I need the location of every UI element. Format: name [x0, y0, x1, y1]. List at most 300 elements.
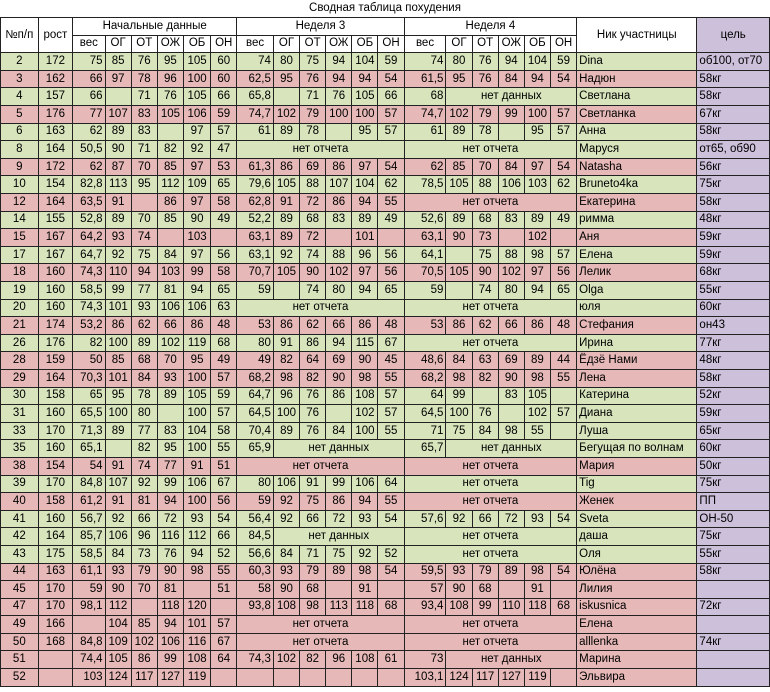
measure-cell: 68 — [472, 211, 498, 229]
measure-cell: 94 — [498, 53, 524, 71]
goal-cell: 59кг — [697, 405, 770, 423]
goal-cell: об100, от70 — [697, 53, 770, 71]
measure-cell: 119 — [183, 669, 210, 687]
table-row — [1, 123, 770, 141]
table-row — [1, 563, 770, 581]
measure-cell: 59,5 — [404, 563, 446, 581]
measure-cell: 90 — [273, 581, 299, 599]
measure-cell: 93 — [183, 510, 210, 528]
measure-cell: 76 — [300, 405, 326, 423]
measure-cell: 95 — [352, 123, 378, 141]
measure-cell: 71 — [300, 545, 326, 563]
measure-cell: 98,1 — [73, 598, 105, 616]
measure-cell: 86 — [183, 317, 210, 335]
participant-nick: римма — [577, 211, 697, 229]
table-row — [1, 70, 770, 88]
measure-cell: 84 — [131, 369, 157, 387]
goal-cell: 50кг — [697, 457, 770, 475]
participant-nick: Екатерина — [577, 194, 697, 212]
measure-cell: 54 — [73, 457, 105, 475]
measure-cell: 94 — [326, 70, 352, 88]
measure-cell: 70 — [131, 158, 157, 176]
measure-cell: 97 — [183, 246, 210, 264]
table-row — [1, 440, 770, 458]
measure-cell: 57 — [404, 581, 446, 599]
measure-cell: 80 — [131, 405, 157, 423]
measure-cell: 49 — [211, 211, 237, 229]
measure-cell — [378, 581, 404, 599]
measure-cell: 86 — [105, 317, 131, 335]
measure-cell: 54 — [551, 510, 577, 528]
measure-cell: 55 — [378, 493, 404, 511]
row-num: 12 — [1, 194, 39, 212]
row-height — [38, 651, 73, 669]
measure-cell: 92 — [273, 246, 299, 264]
row-height: 160 — [38, 510, 73, 528]
header-goal: цель — [697, 18, 770, 53]
goal-cell: 67кг — [697, 106, 770, 124]
measure-cell: 99 — [446, 387, 472, 405]
measure-cell: 75 — [300, 493, 326, 511]
measure-cell: 84,8 — [73, 475, 105, 493]
row-num: 26 — [1, 334, 39, 352]
header-measure: ОН — [211, 35, 237, 53]
measure-cell: 55 — [551, 369, 577, 387]
measure-cell: 124 — [446, 669, 472, 687]
measure-cell: 95 — [105, 387, 131, 405]
measure-cell: 73 — [472, 229, 498, 247]
measure-cell: 89 — [326, 563, 352, 581]
measure-cell — [211, 669, 237, 687]
participant-nick: Анна — [577, 123, 697, 141]
goal-cell: 52кг — [697, 387, 770, 405]
measure-cell: 106 — [352, 475, 378, 493]
measure-cell: 94 — [183, 545, 210, 563]
measure-cell: 61,5 — [404, 70, 446, 88]
measure-cell: 89 — [498, 563, 524, 581]
measure-cell: 100 — [183, 440, 210, 458]
measure-cell: 101 — [105, 299, 131, 317]
goal-cell: 77кг — [697, 334, 770, 352]
measure-cell: 98 — [524, 369, 550, 387]
measure-cell — [73, 616, 105, 634]
measure-cell: 64,1 — [404, 246, 446, 264]
measure-cell: 93 — [524, 510, 550, 528]
measure-cell: 52 — [211, 545, 237, 563]
table-row — [1, 211, 770, 229]
measure-cell: 100 — [326, 106, 352, 124]
measure-cell: 75 — [300, 53, 326, 71]
measure-cell: 49 — [211, 352, 237, 370]
measure-cell: 104 — [352, 176, 378, 194]
status-note: нет отчета — [404, 475, 577, 493]
measure-cell: 109 — [183, 176, 210, 194]
measure-cell — [157, 229, 183, 247]
measure-cell: 62,5 — [237, 70, 274, 88]
measure-cell: 92 — [446, 510, 472, 528]
measure-cell: 86 — [446, 317, 472, 335]
measure-cell: 57 — [211, 123, 237, 141]
measure-cell: 94 — [326, 334, 352, 352]
measure-cell — [446, 282, 472, 300]
row-height: 170 — [38, 422, 73, 440]
measure-cell: 103 — [157, 264, 183, 282]
measure-cell: 47 — [211, 141, 237, 159]
measure-cell: 82 — [300, 651, 326, 669]
measure-cell: 93 — [446, 563, 472, 581]
participant-nick: юля — [577, 299, 697, 317]
row-num: 35 — [1, 440, 39, 458]
measure-cell: 85 — [105, 53, 131, 71]
measure-cell: 100 — [183, 405, 210, 423]
header-measure: вес — [237, 35, 274, 53]
measure-cell: 70 — [131, 211, 157, 229]
measure-cell: 54 — [551, 158, 577, 176]
measure-cell: 90 — [105, 581, 131, 599]
goal-cell: 75кг — [697, 475, 770, 493]
measure-cell: 96 — [326, 651, 352, 669]
status-note: нет данных — [273, 528, 404, 546]
measure-cell: 105 — [183, 53, 210, 71]
header-measure: ОН — [378, 35, 404, 53]
measure-cell: 50,5 — [73, 141, 105, 159]
measure-cell: 62 — [472, 317, 498, 335]
measure-cell: 64 — [211, 651, 237, 669]
row-height: 157 — [38, 88, 73, 106]
row-num: 29 — [1, 369, 39, 387]
row-num: 45 — [1, 581, 39, 599]
measure-cell: 83 — [498, 387, 524, 405]
measure-cell: 89 — [352, 211, 378, 229]
measure-cell: 57 — [551, 246, 577, 264]
participant-nick: Sveta — [577, 510, 697, 528]
measure-cell: 56,6 — [237, 545, 274, 563]
measure-cell: 116 — [157, 528, 183, 546]
measure-cell — [131, 598, 157, 616]
measure-cell: 102 — [157, 334, 183, 352]
table-row — [1, 616, 770, 634]
measure-cell: 83 — [326, 211, 352, 229]
measure-cell: 48,6 — [404, 352, 446, 370]
measure-cell: 74 — [404, 53, 446, 71]
measure-cell — [551, 422, 577, 440]
measure-cell: 109 — [105, 633, 131, 651]
measure-cell: 81 — [131, 493, 157, 511]
measure-cell: 100 — [183, 369, 210, 387]
measure-cell: 61 — [237, 123, 274, 141]
measure-cell: 74 — [300, 246, 326, 264]
measure-cell: 60,3 — [237, 563, 274, 581]
measure-cell: 79 — [300, 106, 326, 124]
measure-cell: 92 — [183, 141, 210, 159]
measure-cell: 100 — [273, 405, 299, 423]
measure-cell: 68 — [300, 211, 326, 229]
goal-cell: 58кг — [697, 194, 770, 212]
measure-cell: 102 — [352, 405, 378, 423]
measure-cell: 67 — [378, 334, 404, 352]
measure-cell: 69 — [300, 158, 326, 176]
measure-cell: 65 — [211, 282, 237, 300]
measure-cell: 54 — [378, 70, 404, 88]
participant-nick: Лилия — [577, 581, 697, 599]
measure-cell: 92 — [105, 246, 131, 264]
measure-cell: 91 — [524, 581, 550, 599]
table-row — [1, 387, 770, 405]
measure-cell: 63,5 — [73, 194, 105, 212]
measure-cell: 76 — [300, 387, 326, 405]
measure-cell: 81 — [157, 282, 183, 300]
measure-cell: 97 — [352, 158, 378, 176]
measure-cell: 80 — [326, 282, 352, 300]
measure-cell: 62 — [73, 158, 105, 176]
goal-cell — [697, 669, 770, 687]
measure-cell: 112 — [183, 528, 210, 546]
measure-cell: 92 — [105, 510, 131, 528]
measure-cell: 94 — [524, 70, 550, 88]
measure-cell: 91 — [300, 475, 326, 493]
participant-nick: Марина — [577, 651, 697, 669]
measure-cell: 79 — [300, 563, 326, 581]
weight-cell: 73 — [404, 651, 446, 669]
measure-cell: 76 — [326, 88, 352, 106]
measure-cell: 57 — [551, 106, 577, 124]
measure-cell: 105 — [446, 264, 472, 282]
measure-cell: 76 — [472, 405, 498, 423]
measure-cell: 70,7 — [237, 264, 274, 282]
measure-cell: 107 — [105, 106, 131, 124]
measure-cell: 80 — [273, 53, 299, 71]
measure-cell: 104 — [105, 616, 131, 634]
measure-cell: 112 — [157, 176, 183, 194]
measure-cell: 99 — [472, 598, 498, 616]
measure-cell: 103,1 — [404, 669, 446, 687]
measure-cell: 59 — [237, 282, 274, 300]
goal-cell: 59кг — [697, 229, 770, 247]
row-num: 5 — [1, 106, 39, 124]
measure-cell: 70,5 — [404, 264, 446, 282]
measure-cell: 95 — [157, 440, 183, 458]
goal-cell: от65, об90 — [697, 141, 770, 159]
measure-cell: 120 — [183, 598, 210, 616]
measure-cell: 66 — [73, 88, 105, 106]
measure-cell: 64,5 — [237, 405, 274, 423]
goal-cell: 65кг — [697, 422, 770, 440]
measure-cell: 82,8 — [73, 176, 105, 194]
measure-cell: 117 — [131, 669, 157, 687]
measure-cell: 59 — [404, 282, 446, 300]
row-height: 160 — [38, 264, 73, 282]
table-row — [1, 545, 770, 563]
measure-cell: 62,8 — [237, 194, 274, 212]
measure-cell: 69 — [498, 352, 524, 370]
measure-cell: 54 — [551, 563, 577, 581]
row-num: 4 — [1, 88, 39, 106]
measure-cell: 88 — [472, 176, 498, 194]
status-note: нет данных — [446, 651, 577, 669]
measure-cell — [498, 405, 524, 423]
table-row — [1, 88, 770, 106]
weight-cell: 65,7 — [404, 440, 446, 458]
measure-cell: 72 — [498, 510, 524, 528]
measure-cell: 56 — [211, 246, 237, 264]
measure-cell: 86 — [300, 334, 326, 352]
row-height: 170 — [38, 475, 73, 493]
goal-cell: 59кг — [697, 246, 770, 264]
measure-cell: 108 — [273, 598, 299, 616]
measure-cell: 102 — [273, 106, 299, 124]
measure-cell: 117 — [472, 669, 498, 687]
measure-cell: 70 — [131, 581, 157, 599]
measure-cell: 66 — [211, 88, 237, 106]
measure-cell: 66 — [211, 528, 237, 546]
measure-cell: 96 — [157, 70, 183, 88]
measure-cell: 85,7 — [73, 528, 105, 546]
measure-cell: 108 — [183, 651, 210, 669]
measure-cell: 90 — [446, 581, 472, 599]
measure-cell: 94 — [131, 264, 157, 282]
measure-cell: 99 — [157, 651, 183, 669]
measure-cell: 53 — [237, 317, 274, 335]
measure-cell: 106 — [273, 475, 299, 493]
row-num: 39 — [1, 475, 39, 493]
measure-cell — [273, 669, 299, 687]
status-note: нет отчета — [404, 299, 577, 317]
measure-cell: 95 — [446, 70, 472, 88]
measure-cell: 61,1 — [73, 563, 105, 581]
row-height: 174 — [38, 317, 73, 335]
measure-cell: 102 — [273, 651, 299, 669]
measure-cell: 59 — [73, 581, 105, 599]
row-height: 172 — [38, 158, 73, 176]
measure-cell: 91 — [105, 493, 131, 511]
measure-cell — [326, 229, 352, 247]
measure-cell: 103 — [73, 669, 105, 687]
row-height: 170 — [38, 581, 73, 599]
measure-cell: 100 — [105, 334, 131, 352]
table-row — [1, 106, 770, 124]
status-note: нет отчета — [404, 545, 577, 563]
measure-cell: 84 — [157, 246, 183, 264]
goal-cell: 60кг — [697, 299, 770, 317]
measure-cell: 80 — [237, 475, 274, 493]
measure-cell: 48 — [378, 317, 404, 335]
measure-cell: 45 — [378, 352, 404, 370]
measure-cell: 55 — [211, 563, 237, 581]
measure-cell: 90 — [498, 369, 524, 387]
measure-cell: 93 — [131, 299, 157, 317]
measure-cell: 73 — [131, 545, 157, 563]
measure-cell: 77 — [157, 457, 183, 475]
row-height: 154 — [38, 457, 73, 475]
measure-cell: 107 — [326, 176, 352, 194]
measure-cell: 113 — [326, 598, 352, 616]
row-height: 166 — [38, 616, 73, 634]
measure-cell: 58,5 — [73, 545, 105, 563]
measure-cell: 77 — [131, 282, 157, 300]
measure-cell: 102 — [446, 106, 472, 124]
participant-nick: Ёдзё Нами — [577, 352, 697, 370]
measure-cell: 94 — [183, 282, 210, 300]
measure-cell: 102 — [524, 405, 550, 423]
measure-cell: 54 — [378, 563, 404, 581]
measure-cell: 82 — [273, 352, 299, 370]
goal-cell: ПП — [697, 493, 770, 511]
participant-nick: Оля — [577, 545, 697, 563]
goal-cell: 74кг — [697, 633, 770, 651]
table-row — [1, 581, 770, 599]
measure-cell: 93,4 — [404, 598, 446, 616]
measure-cell: 93,8 — [237, 598, 274, 616]
row-height — [38, 669, 73, 687]
measure-cell: 71 — [131, 141, 157, 159]
measure-cell: 97 — [183, 158, 210, 176]
measure-cell: 119 — [524, 669, 550, 687]
measure-cell: 82 — [73, 334, 105, 352]
participant-nick: Ирина — [577, 334, 697, 352]
status-note: нет отчета — [404, 528, 577, 546]
row-num: 6 — [1, 123, 39, 141]
measure-cell: 86 — [131, 651, 157, 669]
participant-nick: iskusnica — [577, 598, 697, 616]
participant-nick: Маруся — [577, 141, 697, 159]
measure-cell: 82 — [131, 440, 157, 458]
measure-cell: 98 — [183, 563, 210, 581]
measure-cell — [300, 669, 326, 687]
measure-cell: 118 — [352, 598, 378, 616]
measure-cell: 107 — [105, 475, 131, 493]
measure-cell: 74,3 — [237, 651, 274, 669]
measure-cell: 83 — [131, 106, 157, 124]
table-row — [1, 493, 770, 511]
measure-cell: 68,2 — [237, 369, 274, 387]
measure-cell: 64,5 — [404, 405, 446, 423]
row-num: 42 — [1, 528, 39, 546]
status-note: нет отчета — [404, 334, 577, 352]
table-row — [1, 334, 770, 352]
measure-cell: 76 — [472, 70, 498, 88]
goal-cell — [697, 651, 770, 669]
measure-cell: 49 — [378, 211, 404, 229]
row-height: 158 — [38, 493, 73, 511]
measure-cell: 65,8 — [237, 88, 274, 106]
participant-nick: Елена — [577, 246, 697, 264]
measure-cell: 95 — [157, 53, 183, 71]
table-row — [1, 176, 770, 194]
row-num: 19 — [1, 282, 39, 300]
measure-cell: 90 — [352, 352, 378, 370]
row-height: 167 — [38, 246, 73, 264]
measure-cell: 86 — [524, 317, 550, 335]
measure-cell: 105 — [105, 651, 131, 669]
header-measure: ОБ — [524, 35, 550, 53]
measure-cell: 84 — [498, 70, 524, 88]
header-week4: Неделя 4 — [404, 18, 577, 36]
measure-cell — [326, 669, 352, 687]
measure-cell — [105, 88, 131, 106]
measure-cell: 100 — [352, 106, 378, 124]
measure-cell — [352, 669, 378, 687]
measure-cell: 82 — [300, 369, 326, 387]
row-height: 164 — [38, 369, 73, 387]
measure-cell — [157, 123, 183, 141]
measure-cell: 98 — [498, 422, 524, 440]
measure-cell: 86 — [326, 158, 352, 176]
measure-cell — [273, 88, 299, 106]
measure-cell: 59 — [211, 387, 237, 405]
row-num: 50 — [1, 633, 39, 651]
measure-cell: 71 — [131, 88, 157, 106]
row-num: 8 — [1, 141, 39, 159]
